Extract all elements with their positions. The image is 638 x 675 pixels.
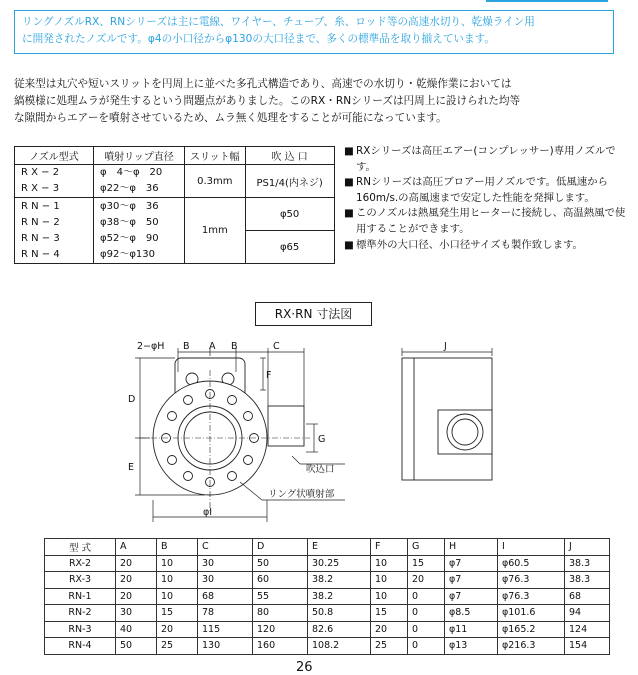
dim-header-row (45, 539, 610, 556)
dim-cell: RX-3 (45, 572, 116, 589)
spec-header-slit: スリット幅 (185, 147, 246, 165)
dim-cell: 0 (408, 638, 445, 655)
spec-rx-diameters: φ 4〜φ 20 φ22〜φ 36 (94, 165, 185, 198)
inlet-port (268, 406, 304, 446)
dim-cell: 10 (157, 572, 198, 589)
dim-cell: φ76.3 (498, 572, 565, 589)
spec-rx-models: R X − 2 R X − 3 (15, 165, 94, 198)
dim-cell: 20 (157, 621, 198, 638)
dim-cell: 15 (157, 605, 198, 622)
dim-cell: φ7 (445, 588, 498, 605)
dim-header: 型 式 (45, 539, 116, 556)
dim-cell: RN-4 (45, 638, 116, 655)
spec-header-diameter: 噴射リップ直径 (94, 147, 185, 165)
spec-rx-slit: 0.3mm (185, 165, 246, 198)
dim-cell: φ101.6 (498, 605, 565, 622)
dimension-table (44, 538, 610, 655)
dim-row (45, 572, 610, 589)
dim-cell: RN-2 (45, 605, 116, 622)
dim-cell: 78 (198, 605, 253, 622)
dim-cell: 20 (371, 621, 408, 638)
dim-cell: RN-3 (45, 621, 116, 638)
label-j: J (444, 341, 447, 352)
dim-cell: 50 (253, 555, 308, 572)
dim-cell: 20 (116, 588, 157, 605)
dim-cell: 25 (371, 638, 408, 655)
label-i: φI (203, 507, 213, 518)
dim-cell: 30 (198, 555, 253, 572)
dim-cell: 68 (565, 588, 610, 605)
dim-cell: RX-2 (45, 555, 116, 572)
dim-cell: 160 (253, 638, 308, 655)
dim-header: E (308, 539, 371, 556)
label-b: B (183, 341, 190, 352)
label-c: C (273, 341, 280, 352)
dim-row (45, 621, 610, 638)
dim-cell: 80 (253, 605, 308, 622)
spec-header-inlet: 吹 込 口 (245, 147, 334, 165)
spec-rn-diameters: φ30〜φ 36 φ38〜φ 50 φ52〜φ 90 φ92〜φ130 (94, 198, 185, 264)
dim-row (45, 555, 610, 572)
dim-row (45, 605, 610, 622)
dim-cell: 50.8 (308, 605, 371, 622)
note-item: ■ RNシリーズは高圧ブロアー用ノズルです。低風速から160m/s.の高風速まで安定した性能を発揮します。 (344, 175, 634, 206)
label-f: F (266, 370, 272, 381)
dim-cell: φ13 (445, 638, 498, 655)
dim-cell: φ7 (445, 555, 498, 572)
dim-cell: 154 (565, 638, 610, 655)
label-g: G (318, 434, 326, 445)
dim-row (45, 638, 610, 655)
dim-cell: 10 (371, 572, 408, 589)
dim-header: A (116, 539, 157, 556)
label-d: D (128, 394, 136, 405)
dim-header: H (445, 539, 498, 556)
spec-rn-inlet-b: φ65 (245, 231, 334, 264)
dim-cell: 15 (408, 555, 445, 572)
dim-cell: φ7 (445, 572, 498, 589)
label-ring-nozzle: リング状噴射部 (268, 489, 335, 500)
dim-cell: 40 (116, 621, 157, 638)
dim-cell: 38.2 (308, 588, 371, 605)
dim-cell: 120 (253, 621, 308, 638)
description-paragraph: 従来型は丸穴や短いスリットを円周上に並べた多孔式構造であり、高速での水切り・乾燥作業においては 縞模様に処理ムラが発生するという問題点がありました。このRX・RNシリーズは円周上に設けられた均等 な隙間からエアーを噴射させているため、ムラ無く処理をすることが可能になっています。 (14, 78, 521, 124)
dim-cell: 10 (157, 555, 198, 572)
dim-cell: 108.2 (308, 638, 371, 655)
dim-cell: 0 (408, 605, 445, 622)
dim-cell: 10 (157, 588, 198, 605)
dim-cell: 20 (116, 572, 157, 589)
dim-cell: 68 (198, 588, 253, 605)
dim-cell: 115 (198, 621, 253, 638)
label-e: E (128, 462, 135, 473)
dim-cell: φ165.2 (498, 621, 565, 638)
dim-cell: 25 (157, 638, 198, 655)
label-inlet: 吹込口 (306, 464, 335, 475)
dim-row (45, 588, 610, 605)
dim-cell: 0 (408, 588, 445, 605)
dim-cell: 130 (198, 638, 253, 655)
dim-header: G (408, 539, 445, 556)
dim-cell: 30 (198, 572, 253, 589)
spec-rn-slit: 1mm (185, 198, 246, 264)
note-item: ■ 標準外の大口径、小口径サイズも製作致します。 (344, 238, 634, 254)
dim-cell: 15 (371, 605, 408, 622)
dim-cell: 0 (408, 621, 445, 638)
dim-cell: 38.3 (565, 555, 610, 572)
dim-cell: 94 (565, 605, 610, 622)
dim-cell: 124 (565, 621, 610, 638)
dim-cell: 30 (116, 605, 157, 622)
dim-header: D (253, 539, 308, 556)
dim-cell: φ76.3 (498, 588, 565, 605)
dim-cell: 20 (408, 572, 445, 589)
dim-cell: 20 (116, 555, 157, 572)
label-hole: 2−φH (137, 341, 165, 352)
spec-rn-models: R N − 1 R N − 2 R N − 3 R N − 4 (15, 198, 94, 264)
intro-box: リングノズルRX、RNシリーズは主に電線、ワイヤー、チューブ、糸、ロッド等の高速水切り、乾燥ライン用 に開発されたノズルです。φ4の小口径からφ130の大口径まで、多くの標準品を取り揃えています。 (14, 10, 614, 54)
spec-rn-inlet-a: φ50 (245, 198, 334, 231)
drawing-title: RX·RN 寸法図 (255, 302, 372, 326)
dim-header: C (198, 539, 253, 556)
note-item: ■ このノズルは熱風発生用ヒーターに接続し、高温熱風で使用することができます。 (344, 206, 634, 237)
dim-cell: 10 (371, 588, 408, 605)
dim-cell: 60 (253, 572, 308, 589)
dim-cell: φ60.5 (498, 555, 565, 572)
dim-cell: RN-1 (45, 588, 116, 605)
dim-cell: 38.3 (565, 572, 610, 589)
dim-header: B (157, 539, 198, 556)
dim-cell: 50 (116, 638, 157, 655)
dim-cell: 82.6 (308, 621, 371, 638)
dim-header: F (371, 539, 408, 556)
dim-cell: 10 (371, 555, 408, 572)
dim-cell: 55 (253, 588, 308, 605)
dim-cell: φ11 (445, 621, 498, 638)
dim-cell: 30.25 (308, 555, 371, 572)
dim-cell: 38.2 (308, 572, 371, 589)
label-b: B (231, 341, 238, 352)
dim-header: J (565, 539, 610, 556)
dim-header: I (498, 539, 565, 556)
page-number: 26 (296, 660, 313, 675)
dim-cell: φ216.3 (498, 638, 565, 655)
label-a: A (209, 341, 216, 352)
side-view (402, 348, 492, 480)
note-item: ■ RXシリーズは高圧エアー(コンプレッサー)専用ノズルです。 (344, 144, 634, 175)
dim-cell: φ8.5 (445, 605, 498, 622)
spec-header-model: ノズル型式 (15, 147, 94, 165)
spec-rx-inlet: PS1/4(内ネジ) (245, 165, 334, 198)
